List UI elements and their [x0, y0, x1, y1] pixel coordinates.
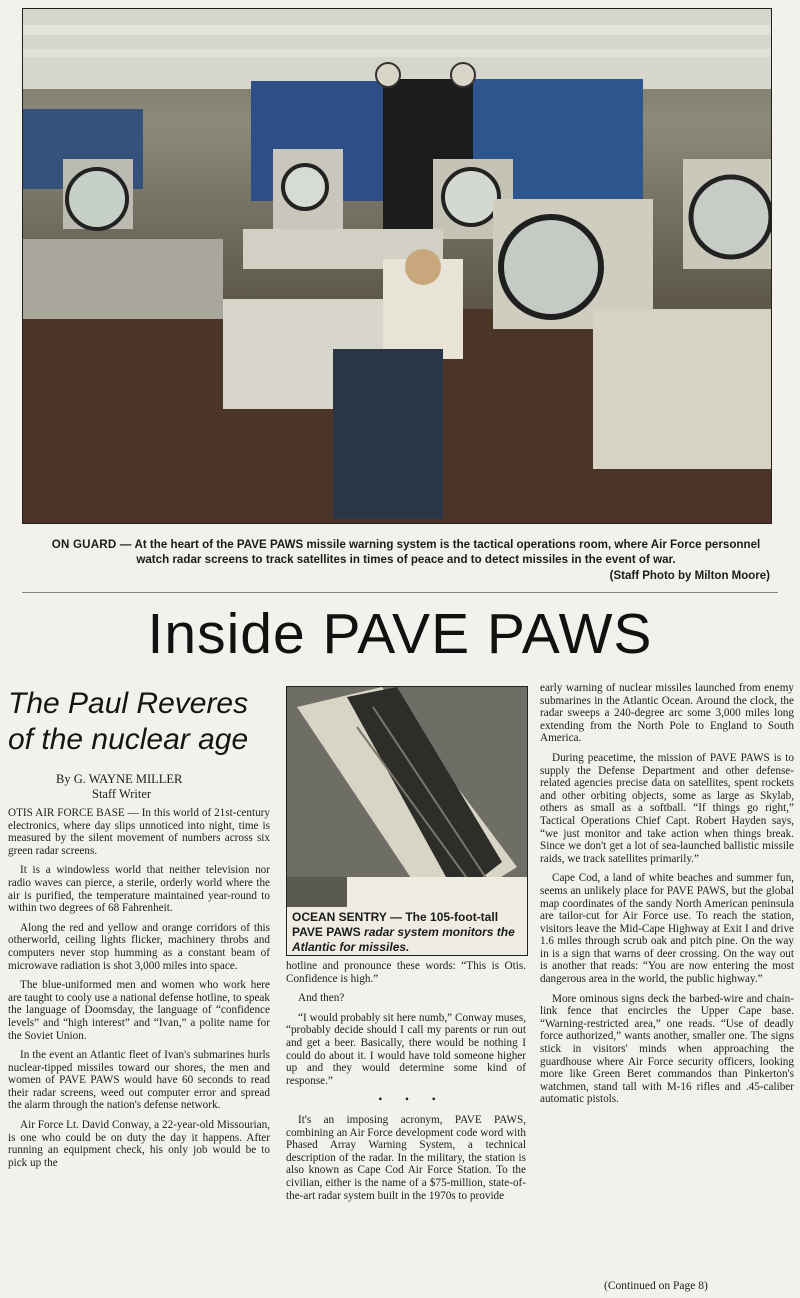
caption-lead: OCEAN SENTRY — The 105-foot-tall PAVE PAWS: [292, 910, 499, 939]
byline-title: Staff Writer: [92, 787, 152, 801]
paragraph: During peacetime, the mission of PAVE PAWS is to supply the Defense Department and other defense-related agencies precise data on satellites, spent rockets and other orbiting objects, some as large as Skylab, others as small as a softball. “If things go right,” Tactical Operations Chief Capt. Robert Hayden says, “we just monitor and take action when things break. Since we don't get a lot of sea-launched ballistic missile raids, we track satellites primarily.”: [540, 751, 794, 865]
page-title: Inside PAVE PAWS: [147, 602, 653, 666]
paragraph: In the event an Atlantic fleet of Ivan's submarines hurls nuclear-tipped missiles toward our shores, the men and women of PAVE PAWS would have 60 seconds to read their radar screens, weed out computer error and spread the alarm through the nation's defense network.: [8, 1049, 270, 1112]
subhead: The Paul Reveres of the nuclear age: [8, 687, 249, 756]
paragraph: And then?: [298, 992, 345, 1005]
paragraph: It's an imposing acronym, PAVE PAWS, combining an Air Force development code word with Phased Array Warning System, a technical description of the radar. In the military, the station is also known as Cape Cod Air Force Station. To the civilian, either is the name of a $75-million, state-of-the-art radar system built in the 1970s to provide: [286, 1113, 526, 1202]
paragraph: OTIS AIR FORCE BASE — In this world of 21st-century electronics, where day slips unnoticed into night, time is measured by the silent movement of numbers across six green radar screens.: [8, 807, 270, 857]
paragraph: “I would probably sit here numb,” Conway muses, “probably decide should I call my parents or run out and get a beer. Basically, there would be nothing I could do about it. I would have told someone higher up and they would determine some kind of response.”: [286, 1011, 526, 1087]
byline: [56, 772, 182, 802]
article-column-1: [8, 807, 270, 1176]
caption-rest: radar system monitors the Atlantic for missiles.: [292, 925, 515, 954]
photo-credit: (Staff Photo by Milton Moore): [609, 570, 770, 582]
article-column-2: [286, 960, 526, 1209]
paragraph: It is a windowless world that neither television nor radio waves can pierce, a sterile, orderly world where the air is purified, the temperature maintained year-round to within two degrees of 68 Fahrenheit.: [8, 864, 270, 915]
divider: [22, 592, 778, 593]
continued-note: (Continued on Page 8): [604, 1280, 708, 1292]
byline-author: By G. WAYNE MILLER: [56, 772, 183, 786]
paragraph: hotline and pronounce these words: “This is Otis. Confidence is high.”: [286, 960, 526, 985]
paragraph: Cape Cod, a land of white beaches and summer fun, seems an unlikely place for PAVE PAWS, but the global map coordinates of the sandy North American peninsula are tailor-cut for Air Force use. To reach the station, visitors leave the Mid-Cape Highway at Exit I and drive 1.6 miles through scrub oak and pitch pine. On the way in is a sign that warns of deer crossing. On the way out is another that reads: “You are now entering the most dangerous area in the world, the public highway.”: [540, 872, 794, 986]
paragraph: Air Force Lt. David Conway, a 22-year-old Missourian, is one who could be on duty the day it happens. After running an equipment check, his only job would be to pick up the: [8, 1119, 270, 1169]
paragraph: The blue-uniformed men and women who work here are taught to cooly use a national defense hotline, to speak the language of Doomsday, the language of “confidence levels” and “high interest” and “Ivan,” a polite name for the Soviet Union.: [8, 979, 270, 1042]
top-photo-caption: [36, 537, 776, 568]
paragraph: Along the red and yellow and orange corridors of this otherworld, ceiling lights flicker, machinery throbs and computers never stop humming as a constant beam of microwave radiation is shot 3,000 miles into space.: [8, 921, 270, 972]
mid-photo-caption: [292, 910, 524, 955]
operations-room-photo: [22, 8, 772, 524]
paragraph: More ominous signs deck the barbed-wire and chain-link fence that encircles the Upper Cape base. “Warning-restricted area,” one reads. “Use of deadly force authorized,” wants another, smaller one. The signs stick in visitors' minds when approaching the guardhouse where Air Force security officers, looking more like Green Beret commandos than Pinkerton's watchmen, stand tall with M-16 rifles and .45-caliber automatic pistols.: [540, 992, 794, 1106]
article-column-3: [540, 682, 794, 1113]
caption-lead: ON GUARD —: [51, 538, 132, 551]
caption-body: At the heart of the PAVE PAWS missile warning system is the tactical operations room, where Air Force personnel watch radar screens to track satellites in times of peace and to detect missiles in the event of war.: [134, 538, 761, 567]
paragraph: early warning of nuclear missiles launched from enemy submarines in the Atlantic Ocean. Around the clock, the radar sweeps a 240-degree arc some 3,000 miles long extending from the North Pole to England to South America.: [540, 682, 794, 745]
section-divider: • • •: [378, 1094, 446, 1107]
